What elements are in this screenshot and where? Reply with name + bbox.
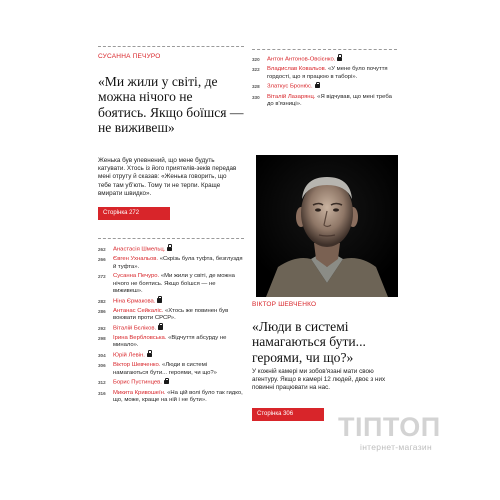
person-name: Антанас Сейкаліс. (113, 307, 164, 314)
lock-icon (315, 84, 320, 89)
page-number: 286 (98, 308, 106, 314)
page-number: 312 (98, 380, 106, 386)
person-name: Ніна Єрмакова. (113, 298, 156, 304)
person-name: Віталій Лазарянц. (267, 93, 316, 100)
person-name: Антон Антонов-Овсієнко. (267, 56, 336, 63)
page-number: 320 (252, 57, 260, 62)
list-item[interactable] (98, 298, 244, 306)
page-number: 266 (98, 257, 106, 263)
watermark (338, 412, 478, 452)
lock-icon (167, 247, 172, 252)
lock-icon (157, 298, 162, 303)
list-item[interactable] (252, 56, 397, 64)
portrait-photo (256, 155, 398, 297)
page-number: 330 (252, 94, 260, 100)
page-number: 292 (98, 325, 106, 331)
pull-quote: «Люди в системі намагаються бути... героями, чи що?» (252, 319, 366, 365)
page-number: 316 (98, 390, 106, 396)
person-name: Ірина Вербловська. (113, 335, 167, 342)
watermark-logo: ТІПТОП (338, 412, 441, 442)
page-number: 328 (252, 84, 260, 90)
lock-icon (164, 380, 169, 385)
lead-paragraph: У кожній камері ми зобов'язані мати свою агентуру. Якщо в камері 12 людей, двоє з них повинні працювати на нас. (252, 368, 386, 392)
entry-quote: «Я відчував, що мені треба до в'язниці». (267, 93, 392, 107)
pull-quote: «Ми жили у світі, де можна нічого не боятись. Якщо боїшся — не виживеш» (98, 74, 244, 136)
person-name: Сусанна Печуро. (113, 273, 160, 280)
person-name: Євген Ухнальов. (113, 256, 159, 263)
article-author: ВІКТОР ШЕВЧЕНКО (252, 301, 317, 308)
list-item[interactable] (98, 362, 244, 376)
page-number: 262 (98, 247, 106, 252)
entry-quote: «Ми жили у світі, де можна нічого не боятись. Якщо боїшся — не виживеш». (113, 273, 235, 294)
list-item[interactable] (98, 352, 244, 360)
list-item[interactable] (98, 256, 244, 270)
person-name: Юрій Левін. (113, 352, 145, 359)
entry-quote: «У мене було почуття гордості, що я працюю в таборі». (267, 66, 388, 80)
watermark-subtitle: інтернет-магазин (360, 442, 432, 452)
page-link-button[interactable]: Сторінка 306 (252, 408, 324, 421)
list-item[interactable] (98, 390, 244, 404)
page-number: 304 (98, 353, 106, 359)
contents-list (98, 246, 244, 407)
page-number: 306 (98, 363, 106, 369)
contents-list (252, 56, 397, 111)
portrait-image (256, 155, 398, 297)
page-link-button[interactable]: Сторінка 272 (98, 207, 170, 220)
page-number: 322 (252, 67, 260, 73)
page-number: 298 (98, 336, 106, 342)
person-name: Віктор Шевченко. (113, 362, 161, 369)
divider (98, 238, 244, 239)
list-item[interactable] (98, 308, 244, 322)
list-item[interactable] (98, 273, 244, 295)
list-item[interactable] (98, 335, 244, 349)
person-name: Златкус Броню́с. (267, 83, 313, 90)
list-item[interactable] (252, 83, 397, 91)
entry-quote: «Хтось же повинен був воювати проти СРСР». (113, 307, 229, 321)
divider (98, 46, 244, 47)
lock-icon (147, 353, 152, 358)
lock-icon (337, 57, 342, 62)
entry-quote: «Відчуття абсурду не минало». (113, 335, 227, 349)
person-name: Віталій Бєліков. (113, 325, 157, 332)
article-author: СУСАННА ПЕЧУРО (98, 53, 161, 60)
lock-icon (158, 325, 163, 330)
lead-paragraph: Женька був упевнений, що мене будуть катувати. Хтось із його приятелів-зеків передав мені отруту й сказав: «Женька говорить, що тебе там уб'ють. Тому ти не терпи. Краще вмирати швидко». (98, 157, 237, 197)
entry-quote: «На цій волі було так гидко, що, може, краще на ній і не бути». (113, 389, 243, 403)
page-number: 282 (98, 298, 106, 304)
person-name: Владислав Ковальов. (267, 66, 327, 73)
page-number: 272 (98, 274, 106, 280)
person-name: Микита Кривошеїн. (113, 389, 166, 396)
entry-quote: «Скрізь була туфта, безглуздя й туфта». (113, 256, 243, 270)
list-item[interactable] (98, 379, 244, 387)
person-name: Борис Пустинцев. (113, 379, 162, 386)
person-name: Анастасія Шмельц. (113, 246, 166, 253)
list-item[interactable] (252, 94, 397, 108)
list-item[interactable] (98, 246, 244, 254)
entry-quote: «Люди в системі намагаються бути... героями, чи що?» (113, 362, 217, 376)
divider (252, 49, 397, 50)
list-item[interactable] (98, 325, 244, 333)
list-item[interactable] (252, 66, 397, 80)
